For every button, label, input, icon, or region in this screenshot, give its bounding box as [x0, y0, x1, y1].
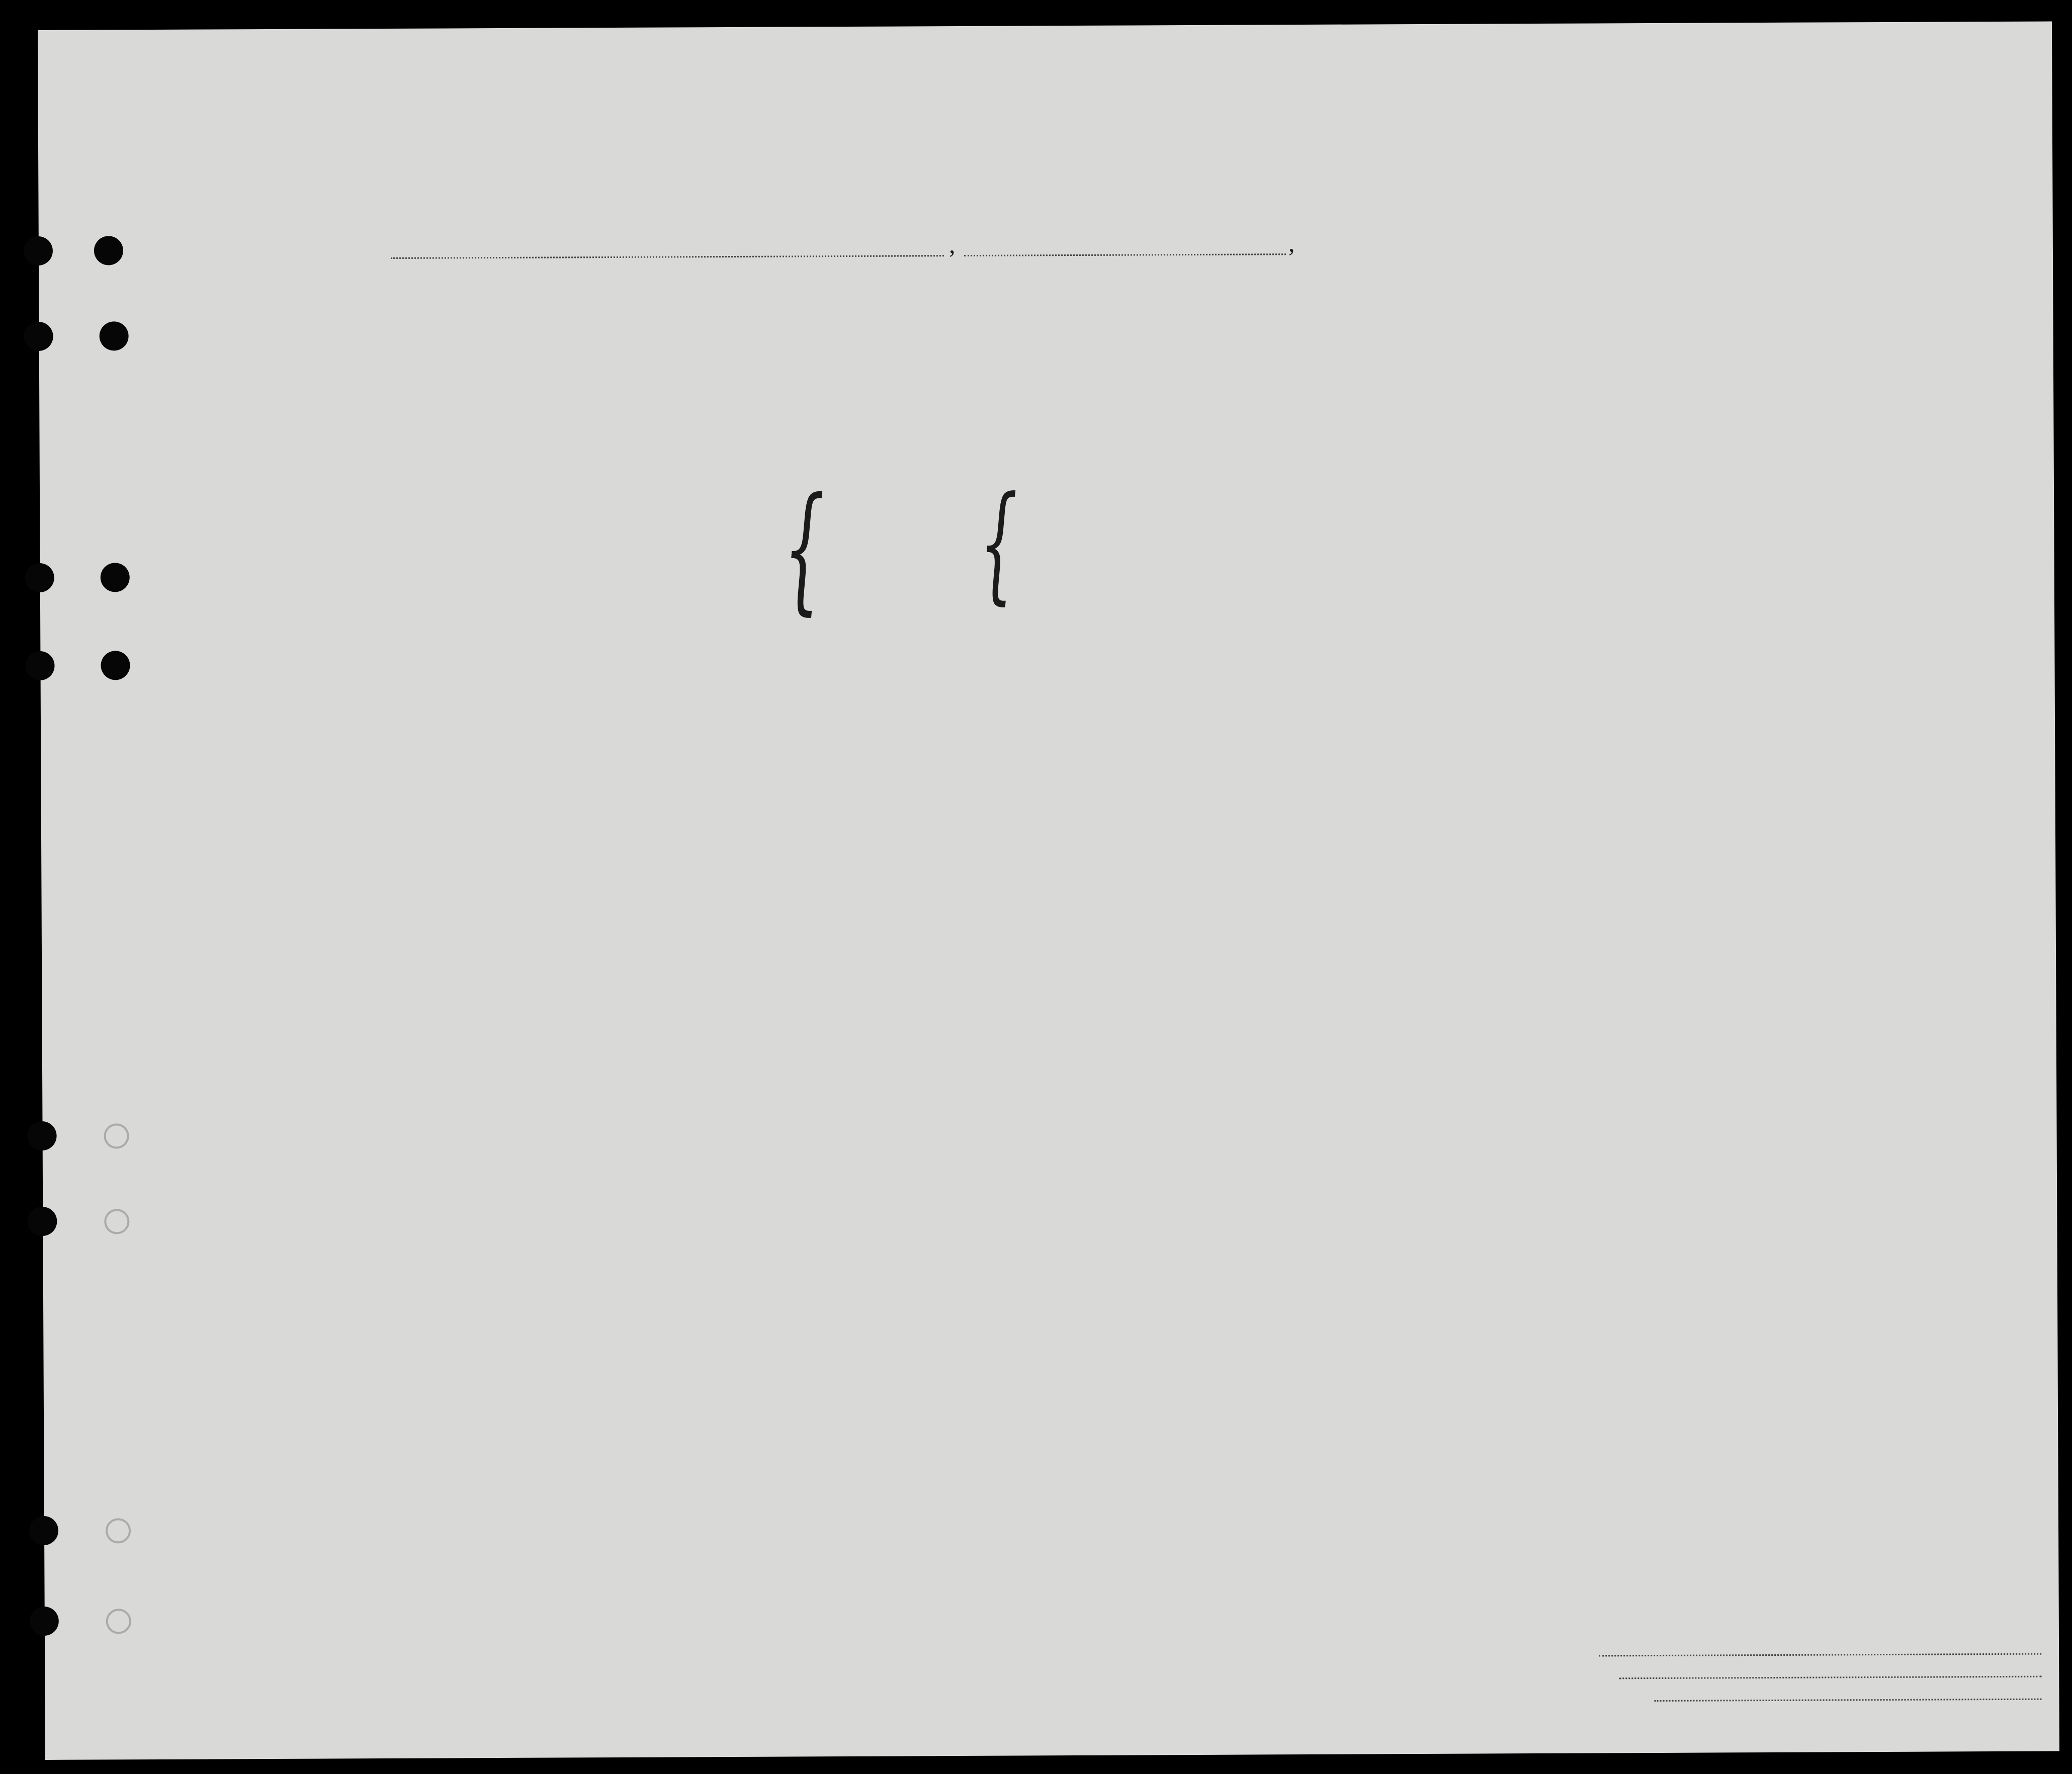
comma: ,: [948, 230, 956, 259]
brace-money: {: [783, 468, 825, 629]
manifest-sheet: [38, 22, 2059, 1760]
comma: ,: [1288, 229, 1295, 257]
brace-joining: {: [979, 470, 1018, 617]
manifest-grid: [38, 22, 2059, 1760]
